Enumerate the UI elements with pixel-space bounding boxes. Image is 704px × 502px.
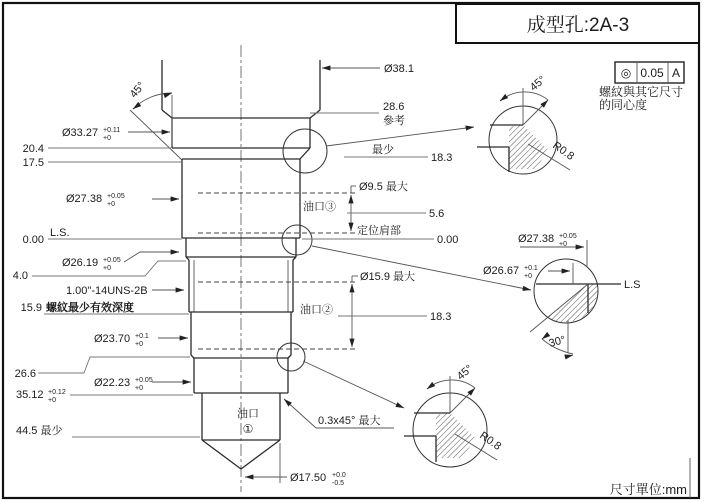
detail-view-3 (404, 363, 503, 467)
gdt-datum: A (671, 66, 681, 80)
page-title: 成型孔:2A-3 (526, 15, 630, 36)
dim-angle-45-main: 45° (127, 79, 148, 101)
dim-r0-8-detail3: R0.8 (477, 429, 504, 453)
main-dimensions (13, 63, 459, 487)
dim-4-0: 4.0 (12, 270, 28, 282)
dim-angle-45-detail1: 45° (527, 73, 549, 94)
dim-dia-22-23-tol-upper: +0.05 (135, 377, 153, 384)
dim-dia-26-19-tol-upper: +0.05 (103, 257, 121, 264)
gdt-frame (599, 62, 684, 112)
dim-dia-26-67-detail2-tol-upper: +0.1 (524, 265, 538, 272)
dim-5-6: 5.6 (429, 208, 445, 220)
dim-dia-23-70-tol-upper: +0.1 (135, 333, 149, 340)
units-label: 尺寸單位:mm (609, 482, 687, 497)
dim-dia-17-50: Ø17.50 (290, 472, 327, 484)
dim-dia-38-1: Ø38.1 (384, 63, 414, 75)
label-minimum-top: 最少 (372, 144, 394, 156)
dim-35-12: 35.12 (16, 389, 44, 401)
label-ls-detail2: L.S (624, 279, 641, 291)
dim-0-00-left: 0.00 (22, 234, 44, 246)
dim-15-9: 15.9 (20, 302, 42, 314)
label-oil-port-3: 油口③ (303, 201, 336, 213)
dim-dia-26-19: Ø26.19 (62, 257, 99, 269)
dim-dia-23-70: Ø23.70 (94, 333, 131, 345)
label-reference: 參考 (383, 115, 405, 127)
gdt-tolerance-value: 0.05 (640, 66, 664, 80)
label-thread-depth-note: 螺紋最少有效深度 (46, 302, 134, 314)
label-locating-shoulder: 定位肩部 (357, 225, 401, 237)
dim-dia-27-38-detail2: Ø27.38 (518, 233, 555, 245)
dim-18-3-top: 18.3 (431, 152, 453, 164)
dim-18-3: 18.3 (430, 311, 452, 323)
dim-dia-27-38-tol-lower: +0 (107, 201, 115, 208)
gdt-note-line1: 螺紋與其它尺寸 (599, 85, 684, 99)
oil-port-3-hidden-lines (198, 193, 356, 233)
dim-dia-22-23: Ø22.23 (94, 377, 131, 389)
dim-dia-23-70-tol-lower: +0 (135, 341, 143, 348)
dim-28-6: 28.6 (383, 101, 405, 113)
dim-angle-45-detail3: 45° (454, 362, 476, 383)
dim-20-4: 20.4 (22, 143, 44, 155)
note-chamfer-0-3x45: 0.3x45° 最大 (318, 415, 381, 427)
dim-35-12-tol-lower: +0 (48, 397, 56, 404)
dim-dia-26-19-tol-lower: +0 (103, 265, 111, 272)
dim-dia-15-9: Ø15.9 最大 (360, 271, 416, 283)
dim-dia-27-38-detail2-tol-lower: +0 (559, 241, 567, 248)
dim-dia-26-67-detail2: Ø26.67 (483, 265, 520, 277)
detail-view-1 (477, 74, 576, 174)
dim-dia-22-23-tol-lower: +0 (135, 385, 143, 392)
concentricity-icon: ◎ (620, 66, 632, 80)
dim-r0-8-detail1: R0.8 (550, 139, 577, 163)
detail-balloon-2 (282, 225, 312, 255)
detail-balloon-1 (283, 129, 327, 173)
dim-dia-27-38: Ø27.38 (66, 193, 103, 205)
dim-44-5-min: 44.5 最少 (16, 425, 63, 437)
dim-dia-9-5: Ø9.5 最大 (359, 181, 408, 193)
dim-17-5: 17.5 (22, 157, 44, 169)
dim-dia-17-50-tol-lower: -0.5 (332, 480, 345, 487)
dim-dia-26-67-detail2-tol-lower: +0 (524, 273, 532, 280)
dim-thread-callout: 1.00"-14UNS-2B (66, 285, 148, 297)
dim-dia-27-38-tol-upper: +0.05 (107, 193, 125, 200)
dim-26-6: 26.6 (14, 368, 36, 380)
dim-dia-27-38-detail2-tol-upper: +0.05 (559, 233, 577, 240)
dim-dia-17-50-tol-upper: +0.0 (332, 472, 346, 479)
dim-dia-33-27: Ø33.27 (62, 127, 99, 139)
label-oil-port-1: 油口 (237, 408, 259, 420)
dim-0-00-right: 0.00 (437, 234, 459, 246)
detail-view-2 (483, 233, 641, 356)
dim-dia-33-27-tol-upper: +0.11 (103, 127, 121, 134)
label-ls-datum: L.S. (50, 227, 70, 239)
title-block (456, 4, 699, 43)
dim-35-12-tol-upper: +0.12 (48, 389, 66, 396)
label-oil-port-1-number: ① (242, 422, 254, 436)
dim-dia-33-27-tol-lower: +0 (103, 135, 111, 142)
label-oil-port-2: 油口② (300, 304, 333, 316)
dim-angle-30-detail2: 30° (547, 333, 567, 350)
gdt-note-line2: 的同心度 (599, 98, 648, 112)
